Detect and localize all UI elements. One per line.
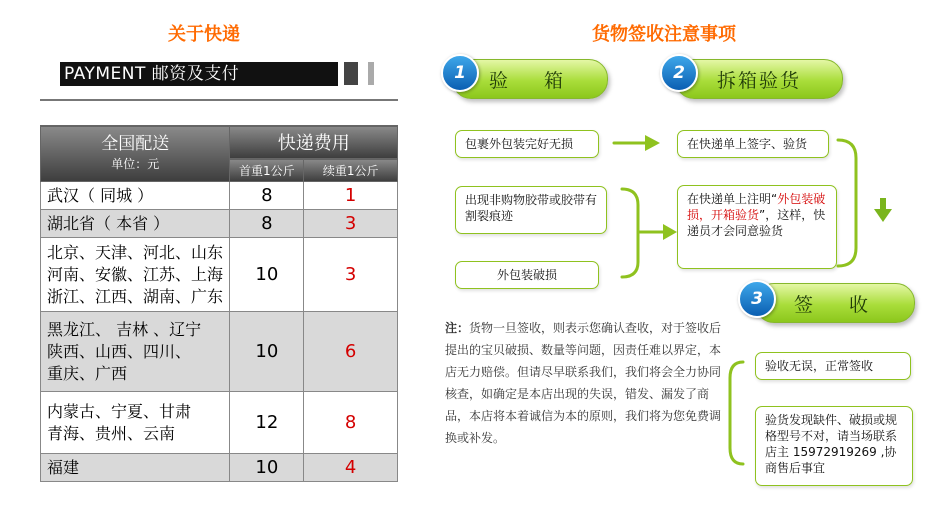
first-kg-fee: 10 xyxy=(230,312,304,392)
box-problem-contact: 验货发现缺件、破损或规格型号不对，请当场联系店主 15972919269 ,协商售后事宜 xyxy=(755,406,913,486)
region-line: 武汉（ 同城 ） xyxy=(47,185,154,205)
region-line: 黑龙江、 吉林 、辽宁 xyxy=(47,319,202,339)
shipping-title: 关于快递 xyxy=(168,24,240,45)
header-first-kg: 首重1公斤 xyxy=(230,159,304,182)
payment-banner: PAYMENT 邮资及支付 xyxy=(60,62,338,86)
mark-text-before: 在快递单上注明“ xyxy=(687,192,778,206)
header-unit: 单位：元 xyxy=(111,156,160,171)
header-fee: 快递费用 xyxy=(230,126,398,159)
region-line: 湖北省（ 本省 ） xyxy=(47,213,170,233)
bracket-problem-cases xyxy=(622,189,638,277)
region-line: 青海、贵州、云南 xyxy=(47,423,176,443)
header-region-title: 全国配送 xyxy=(101,133,170,154)
bracket-receipt xyxy=(730,362,743,464)
step-1-badge: 1 xyxy=(441,54,479,92)
receipt-title: 货物签收注意事项 xyxy=(592,24,736,45)
header-extra-kg: 续重1公斤 xyxy=(304,159,398,182)
box-package-damaged: 外包装破损 xyxy=(455,261,599,289)
extra-kg-fee: 8 xyxy=(304,392,398,454)
box-receipt-ok: 验收无误，正常签收 xyxy=(755,352,911,380)
region-line: 陕西、山西、四川、 xyxy=(47,341,192,361)
region-line: 北京、天津、河北、山东 xyxy=(47,242,224,262)
extra-kg-fee: 6 xyxy=(304,312,398,392)
extra-kg-fee: 1 xyxy=(304,182,398,210)
step-3-label: 签 收 xyxy=(793,293,877,316)
region-line: 浙江、江西、湖南、广东 xyxy=(47,286,224,306)
region-line: 福建 xyxy=(47,457,80,477)
mark-text-red: 外包装破损，开箱验货 xyxy=(687,192,826,222)
mark-text-after: ”，这样，快递员才会同意验货 xyxy=(687,208,826,238)
region-line: 重庆、广西 xyxy=(47,363,128,383)
extra-kg-fee: 3 xyxy=(304,210,398,238)
first-kg-fee: 10 xyxy=(230,238,304,312)
box-package-intact: 包裹外包装完好无损 xyxy=(455,130,599,158)
region-line: 内蒙古、宁夏、甘肃 xyxy=(47,401,192,421)
note-text: 货物一旦签收，则表示您确认查收，对于签收后提出的宝贝破损、数量等问题，因责任难以界定，本店无力赔偿。但请尽早联系我们，我们将会全力协同核查，如确定是本店出现的失误，错发、漏发了商品，本店将本着诚信为本的原则，我们将为您免费调换或补发。 xyxy=(445,321,722,445)
first-kg-fee: 12 xyxy=(230,392,304,454)
first-kg-fee: 8 xyxy=(230,182,304,210)
step-1-label: 验 箱 xyxy=(488,69,572,92)
step-3-badge: 3 xyxy=(738,280,776,318)
box-sign-inspect: 在快递单上签字、验货 xyxy=(677,130,829,158)
down-arrow-shaft xyxy=(880,198,886,210)
down-arrow-head xyxy=(874,209,892,222)
step-2-label: 拆箱验货 xyxy=(716,69,801,92)
box-tape-cut: 出现非购物胶带或胶带有割裂痕迹 xyxy=(455,186,607,234)
first-kg-fee: 8 xyxy=(230,210,304,238)
step-2-badge: 2 xyxy=(660,54,698,92)
extra-kg-fee: 4 xyxy=(304,454,398,482)
first-kg-fee: 10 xyxy=(230,454,304,482)
arrow-head-right-2 xyxy=(663,224,677,240)
region-line: 河南、安徽、江苏、上海 xyxy=(47,264,224,284)
bracket-inspect xyxy=(838,140,856,266)
extra-kg-fee: 3 xyxy=(304,238,398,312)
arrow-head-right-1 xyxy=(645,135,660,151)
note-lead: 注： xyxy=(445,321,470,335)
